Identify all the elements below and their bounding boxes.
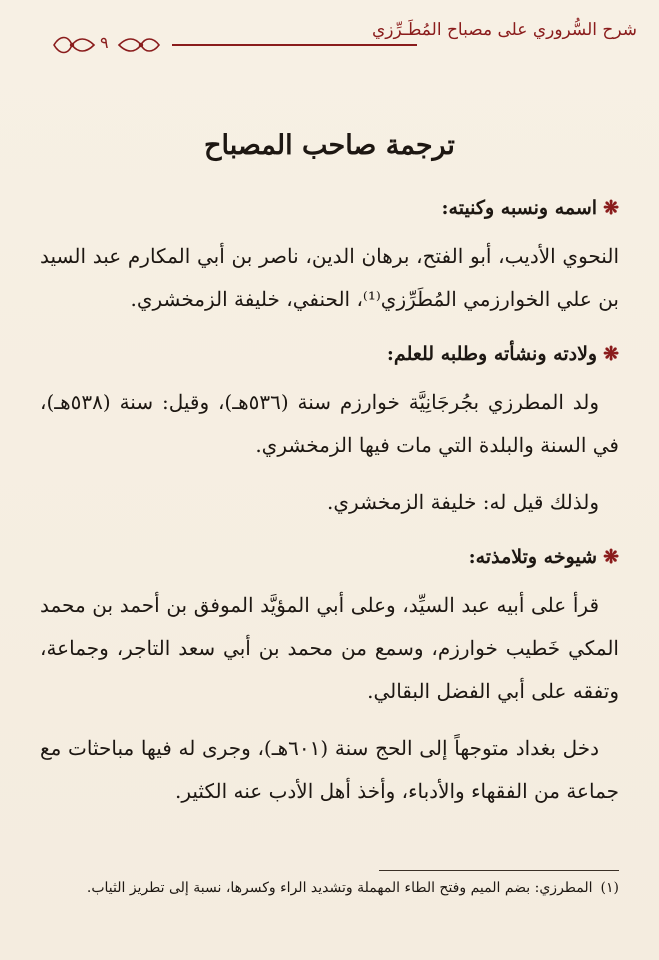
paragraph: قرأ على أبيه عبد السيِّد، وعلى أبي المؤيَّد الموفق بن أحمد بن محمد المكي خَطيب خوارزم، وسمع من محمد بن أبي سعد التاجر، وجماعة، وتفقه على أبي الفضل البقالي. [40,593,619,703]
running-title: شرح السُّروري على مصباح المُطَـرِّزي [371,20,637,40]
page-header [22,14,637,58]
section-heading [40,546,619,568]
paragraph: ولد المطرزي بجُرجَانِيَّة خوارزم سنة (٥٣٦هـ)، وقيل: سنة (٥٣٨هـ)، في السنة والبلدة التي مات فيها الزمخشري. [40,390,619,457]
paragraph: ولذلك قيل له: خليفة الزمخشري. [327,490,599,514]
floral-ornament-icon [52,32,96,58]
footnote [40,880,619,896]
paragraph: النحوي الأديب، أبو الفتح، برهان الدين، ناصر بن أبي المكارم عبد السيد بن علي الخوارزمي المُطَرِّزي⁽¹⁾، الحنفي، خليفة الزمخشري. [40,244,619,311]
footnote-text: المطرزي: بضم الميم وفتح الطاء المهملة وتشديد الراء وكسرها، نسبة إلى تطريز الثياب. [86,880,593,896]
page-number: ٩ [100,33,109,52]
paragraph: دخل بغداد متوجهاً إلى الحج سنة (٦٠١هـ)، وجرى له فيها مباحثات مع جماعة من الفقهاء والأدباء، وأخذ أهل الأدب عنه الكثير. [40,736,619,803]
main-content [40,130,619,827]
header-rule [172,44,417,46]
asterisk-icon: ❋ [603,343,619,365]
section-heading-text: شيوخه وتلامذته: [468,546,598,568]
asterisk-icon: ❋ [603,197,619,219]
footnote-marker: (١) [600,880,619,896]
footnote-rule [379,870,619,871]
section-heading-text: ولادته ونشأته وطلبه للعلم: [386,343,598,365]
section-heading [40,197,619,219]
floral-ornament-icon [117,32,161,58]
section-heading [40,343,619,365]
asterisk-icon: ❋ [603,546,619,568]
page-title: ترجمة صاحب المصباح [204,130,455,161]
section-heading-text: اسمه ونسبه وكنيته: [441,197,598,219]
